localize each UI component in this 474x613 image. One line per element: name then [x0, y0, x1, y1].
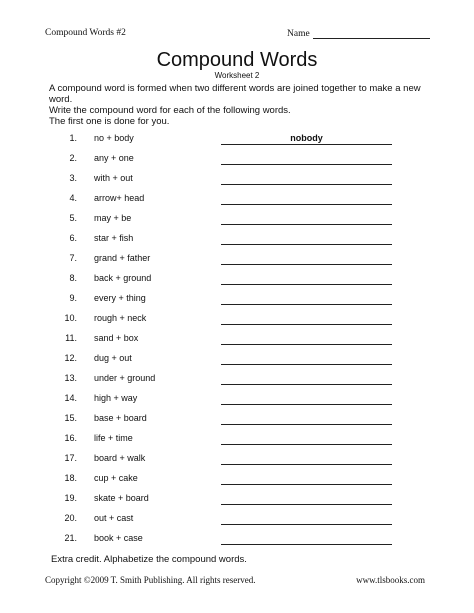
copyright-notice: Copyright ©2009 T. Smith Publishing. All rights reserved. — [45, 575, 256, 585]
exercise-prompt: book + case — [94, 533, 143, 543]
exercise-row — [0, 252, 474, 272]
exercise-number: 18. — [64, 473, 77, 483]
answer-line[interactable] — [221, 272, 392, 285]
exercise-row — [0, 512, 474, 532]
answer-line[interactable] — [221, 452, 392, 465]
exercise-prompt: every + thing — [94, 293, 146, 303]
exercise-number: 21. — [64, 533, 77, 543]
exercise-row — [0, 132, 474, 152]
exercise-prompt: sand + box — [94, 333, 139, 343]
exercise-row — [0, 532, 474, 552]
page-title: Compound Words — [156, 49, 318, 71]
exercise-prompt: board + walk — [94, 453, 146, 463]
answer-line[interactable] — [221, 292, 392, 305]
answer-line[interactable]: nobody — [221, 132, 392, 145]
name-blank-line — [313, 28, 430, 39]
exercise-prompt: back + ground — [94, 273, 152, 283]
page-subtitle: Worksheet 2 — [214, 71, 260, 80]
answer-line[interactable] — [221, 532, 392, 545]
exercise-number: 12. — [64, 353, 77, 363]
name-field — [287, 28, 430, 39]
answer-line[interactable] — [221, 472, 392, 485]
exercise-prompt: under + ground — [94, 373, 156, 383]
exercise-number: 15. — [64, 413, 77, 423]
exercise-row — [0, 352, 474, 372]
exercise-number: 14. — [64, 393, 77, 403]
exercise-prompt: any + one — [94, 153, 134, 163]
exercise-number: 2. — [69, 153, 77, 163]
answer-line[interactable] — [221, 312, 392, 325]
exercise-number: 6. — [69, 233, 77, 243]
exercise-prompt: with + out — [94, 173, 133, 183]
exercise-number: 10. — [64, 313, 77, 323]
exercise-number: 7. — [69, 253, 77, 263]
worksheet-label: Compound Words #2 — [45, 28, 126, 38]
exercise-row — [0, 412, 474, 432]
answer-line[interactable] — [221, 492, 392, 505]
exercise-number: 1. — [69, 133, 77, 143]
exercise-prompt: no + body — [94, 133, 134, 143]
exercise-number: 16. — [64, 433, 77, 443]
answer-line[interactable] — [221, 392, 392, 405]
exercise-row — [0, 392, 474, 412]
exercise-row — [0, 192, 474, 212]
exercise-prompt: out + cast — [94, 513, 134, 523]
extra-credit: Extra credit. Alphabetize the compound words. — [51, 554, 247, 565]
exercise-prompt: cup + cake — [94, 473, 138, 483]
answer-line[interactable] — [221, 432, 392, 445]
answer-line[interactable] — [221, 172, 392, 185]
answer-line[interactable] — [221, 232, 392, 245]
answer-line[interactable] — [221, 252, 392, 265]
exercise-prompt: arrow+ head — [94, 193, 145, 203]
exercise-row — [0, 232, 474, 252]
exercise-prompt: life + time — [94, 433, 133, 443]
answer-line[interactable] — [221, 412, 392, 425]
exercise-number: 5. — [69, 213, 77, 223]
exercise-prompt: high + way — [94, 393, 138, 403]
name-label: Name — [287, 29, 310, 39]
exercise-row — [0, 312, 474, 332]
exercise-row — [0, 452, 474, 472]
answer-line[interactable] — [221, 352, 392, 365]
exercise-list — [0, 132, 474, 552]
exercise-row — [0, 272, 474, 292]
exercise-number: 11. — [65, 333, 77, 343]
exercise-number: 17. — [64, 453, 77, 463]
exercise-number: 8. — [69, 273, 77, 283]
exercise-prompt: grand + father — [94, 253, 151, 263]
exercise-prompt: skate + board — [94, 493, 149, 503]
exercise-number: 19. — [64, 493, 77, 503]
exercise-row — [0, 432, 474, 452]
answer-line[interactable] — [221, 332, 392, 345]
exercise-number: 3. — [69, 173, 77, 183]
exercise-prompt: may + be — [94, 213, 132, 223]
exercise-number: 9. — [69, 293, 77, 303]
exercise-row — [0, 152, 474, 172]
answer-line[interactable] — [221, 152, 392, 165]
exercise-prompt: dug + out — [94, 353, 132, 363]
answer-line[interactable] — [221, 212, 392, 225]
exercise-number: 20. — [64, 513, 77, 523]
exercise-row — [0, 472, 474, 492]
answer-line[interactable] — [221, 192, 392, 205]
exercise-number: 4. — [69, 193, 77, 203]
exercise-row — [0, 332, 474, 352]
exercise-prompt: rough + neck — [94, 313, 147, 323]
exercise-number: 13. — [64, 373, 77, 383]
answer-line[interactable] — [221, 512, 392, 525]
exercise-row — [0, 212, 474, 232]
exercise-row — [0, 492, 474, 512]
instruction-line: A compound word is formed when two different words are joined together to make a new word. — [49, 83, 421, 105]
instruction-line: Write the compound word for each of the following words. — [49, 105, 291, 116]
exercise-row — [0, 172, 474, 192]
exercise-prompt: star + fish — [94, 233, 134, 243]
instructions — [49, 83, 429, 127]
exercise-prompt: base + board — [94, 413, 147, 423]
exercise-row — [0, 292, 474, 312]
answer-line[interactable] — [221, 372, 392, 385]
website-link: www.tlsbooks.com — [356, 575, 425, 585]
instruction-line: The first one is done for you. — [49, 116, 170, 127]
exercise-row — [0, 372, 474, 392]
